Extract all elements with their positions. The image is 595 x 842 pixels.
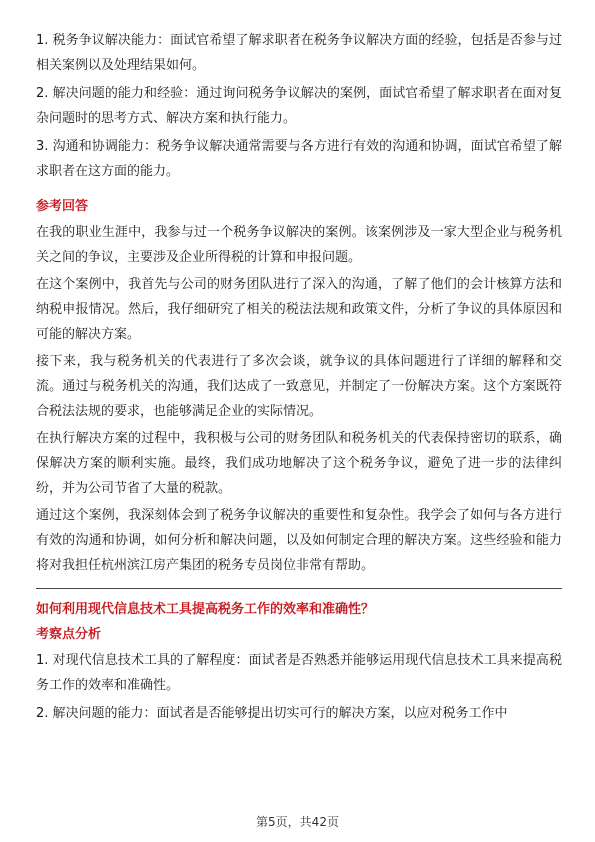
answer-paragraph: 在这个案例中，我首先与公司的财务团队进行了深入的沟通，了解了他们的会计核算方法和纳税申报情况。然后，我仔细研究了相关的税法法规和政策文件，分析了争议的具体原因和可能的解决方案。 <box>36 277 562 342</box>
section-divider <box>36 588 562 589</box>
evaluation-points-list <box>36 28 562 184</box>
reference-answer-body <box>36 220 562 578</box>
list-item: 3. 沟通和协调能力：税务争议解决通常需要与各方进行有效的沟通和协调，面试官希望了解求职者在这方面的能力。 <box>36 139 562 179</box>
list-item: 2. 解决问题的能力：面试者是否能够提出切实可行的解决方案，以应对税务工作中 <box>36 706 508 721</box>
answer-paragraph: 在执行解决方案的过程中，我积极与公司的财务团队和税务机关的代表保持密切的联系，确保解决方案的顺利实施。最终，我们成功地解决了这个税务争议，避免了进一步的法律纠纷，并为公司节省了大量的税款。 <box>36 431 562 496</box>
page-number: 第5页，共42页 <box>256 815 339 829</box>
analysis-list <box>36 648 562 726</box>
list-item: 1. 对现代信息技术工具的了解程度：面试者是否熟悉并能够运用现代信息技术工具来提高税务工作的效率和准确性。 <box>36 653 562 693</box>
question-title: 如何利用现代信息技术工具提高税务工作的效率和准确性？ <box>36 602 375 617</box>
list-item: 1. 税务争议解决能力：面试官希望了解求职者在税务争议解决方面的经验，包括是否参与过相关案例以及处理结果如何。 <box>36 33 562 73</box>
answer-paragraph: 在我的职业生涯中，我参与过一个税务争议解决的案例。该案例涉及一家大型企业与税务机关之间的争议，主要涉及企业所得税的计算和申报问题。 <box>36 225 562 265</box>
answer-paragraph: 接下来，我与税务机关的代表进行了多次会谈，就争议的具体问题进行了详细的解释和交流。通过与税务机关的沟通，我们达成了一致意见，并制定了一份解决方案。这个方案既符合税法法规的要求，也能够满足企业的实际情况。 <box>36 354 562 419</box>
answer-paragraph: 通过这个案例，我深刻体会到了税务争议解决的重要性和复杂性。我学会了如何与各方进行有效的沟通和协调，如何分析和解决问题，以及如何制定合理的解决方案。这些经验和能力将对我担任杭州滨江房产集团的税务专员岗位非常有帮助。 <box>36 508 562 573</box>
reference-answer-heading: 参考回答 <box>36 199 89 214</box>
analysis-heading: 考察点分析 <box>36 627 102 642</box>
list-item: 2. 解决问题的能力和经验：通过询问税务争议解决的案例，面试官希望了解求职者在面对复杂问题时的思考方式、解决方案和执行能力。 <box>36 86 562 126</box>
page-content <box>36 28 562 729</box>
